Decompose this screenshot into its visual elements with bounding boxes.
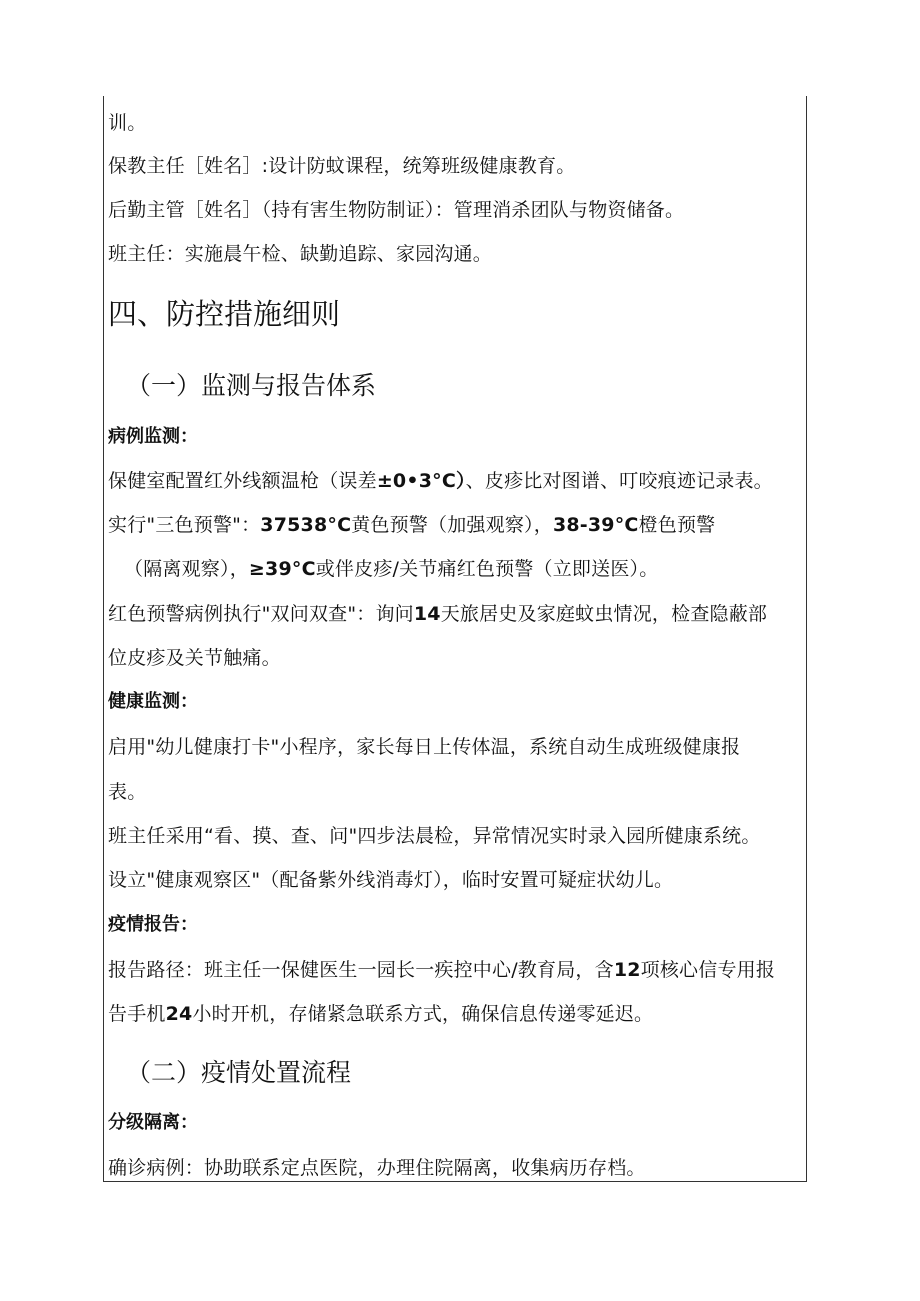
case-monitoring-line-2: 实行"三色预警"：37538°C黄色预警（加强观察），38-39°C橙色预警	[108, 514, 716, 536]
subsection-heading-2: （二）疫情处置流程	[126, 1058, 352, 1087]
case-monitoring-line-1: 保健室配置红外线额温枪（误差±0•3°C）、皮疹比对图谱、叮咬痕迹记录表。	[108, 470, 773, 492]
health-monitoring-line-1: 启用"幼儿健康打卡"小程序，家长每日上传体温，系统自动生成班级健康报	[108, 736, 741, 758]
health-monitoring-line-2: 表。	[108, 781, 147, 803]
label-epidemic-report: 疫情报告：	[108, 914, 198, 935]
health-monitoring-line-4: 设立"健康观察区"（配备紫外线消毒灯），临时安置可疑症状幼儿。	[108, 869, 674, 891]
paragraph-class-teacher: 班主任：实施晨午检、缺勤追踪、家园沟通。	[108, 243, 493, 265]
isolation-line-1: 确诊病例：协助联系定点医院，办理住院隔离，收集病历存档。	[108, 1157, 646, 1179]
paragraph-continuation: 训。	[108, 112, 147, 134]
case-monitoring-line-4: 红色预警病例执行"双问双查"：询问14天旅居史及家庭蚊虫情况，检查隐蔽部	[108, 603, 768, 625]
case-monitoring-line-5: 位皮疹及关节触痛。	[108, 647, 281, 669]
label-health-monitoring: 健康监测：	[108, 691, 198, 712]
case-monitoring-line-3: （隔离观察），≥39°C或伴皮疹/关节痛红色预警（立即送医）。	[124, 558, 659, 580]
report-line-1: 报告路径：班主任一保健医生一园长一疾控中心/教育局，含12项核心信专用报	[108, 959, 776, 981]
label-graded-isolation: 分级隔离：	[108, 1112, 198, 1133]
subsection-heading-1: （一）监测与报告体系	[126, 371, 377, 400]
paragraph-logistics-manager: 后勤主管［姓名］（持有害生物防制证）：管理消杀团队与物资储备。	[108, 199, 685, 221]
health-monitoring-line-3: 班主任采用“看、摸、查、问"四步法晨检，异常情况实时录入园所健康系统。	[108, 825, 761, 847]
section-heading-4: 四、防控措施细则	[108, 297, 341, 331]
label-case-monitoring: 病例监测：	[108, 426, 198, 447]
paragraph-care-director: 保教主任［姓名］:设计防蚊课程，统筹班级健康教育。	[108, 155, 576, 177]
report-line-2: 告手机24小时开机，存储紧急联系方式，确保信息传递零延迟。	[108, 1003, 654, 1025]
